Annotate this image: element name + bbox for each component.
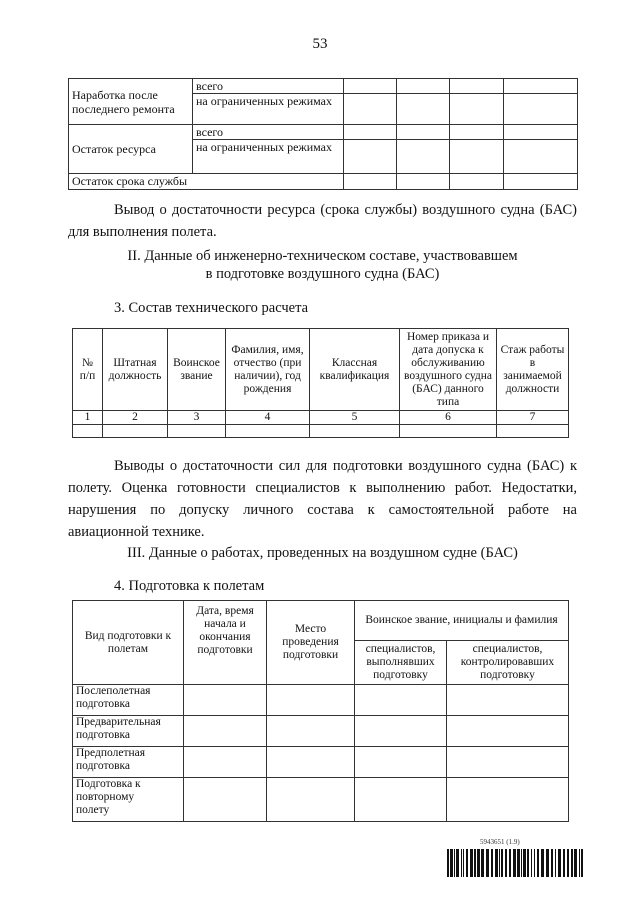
barcode-bar xyxy=(581,849,583,877)
barcode-bar xyxy=(546,849,549,877)
barcode xyxy=(447,849,583,877)
barcode-bar xyxy=(541,849,544,877)
page-number: 53 xyxy=(312,36,328,52)
barcode-bar xyxy=(454,849,455,877)
barcode-bar xyxy=(551,849,553,877)
resource-table xyxy=(68,78,578,190)
barcode-bar xyxy=(558,849,561,877)
header-cell: специалистов, контролировавших подготовку xyxy=(447,641,569,685)
barcode-bar xyxy=(447,849,449,877)
barcode-bar xyxy=(505,849,507,877)
row-label xyxy=(73,778,184,822)
header-cell: Штатная должность xyxy=(103,329,168,411)
header-cell: Номер приказа и дата допуска к обслуживанию воздушного судна (БАС) данного типа xyxy=(400,329,497,411)
column-number: 3 xyxy=(168,411,226,425)
barcode-bar xyxy=(521,849,522,877)
row-label: Предполетная подготовка xyxy=(73,747,184,778)
header-cell: Место проведения подготовки xyxy=(267,601,355,685)
barcode-bar xyxy=(495,849,498,877)
barcode-bar xyxy=(481,849,484,877)
header-cell: Стаж работы в занимаемой должности xyxy=(497,329,569,411)
barcode-bar xyxy=(450,849,453,877)
item3-title: 3. Состав технического расчета xyxy=(114,300,309,316)
section2-title-line: в подготовке воздушного судна (БАС) xyxy=(205,266,440,282)
header-cell: № п/п xyxy=(73,329,103,411)
barcode-bar xyxy=(463,849,464,877)
barcode-bar xyxy=(537,849,539,877)
barcode-bar xyxy=(491,849,493,877)
barcode-bar xyxy=(486,849,489,877)
row-label: Послеполетная подготовка xyxy=(73,685,184,716)
preparation-table xyxy=(72,600,569,822)
barcode-bar xyxy=(509,849,511,877)
resource-conclusion: Вывод о достаточности ресурса (срока службы) воздушного судна (БАС) для выполнения полета. xyxy=(68,202,577,240)
barcode-bar xyxy=(470,849,473,877)
section2-title-line: II. Данные об инженерно-техническом составе, участвовавшем xyxy=(127,248,518,264)
column-number: 7 xyxy=(497,411,569,425)
row-label: Наработка после последнего ремонта xyxy=(69,79,193,125)
barcode-bar xyxy=(466,849,468,877)
barcode-bar xyxy=(534,849,535,877)
column-number: 2 xyxy=(103,411,168,425)
barcode-bar xyxy=(579,849,580,877)
section3-title: III. Данные о работах, проведенных на воздушном судне (БАС) xyxy=(127,545,518,561)
header-cell: Фамилия, имя, отчество (при наличии), год рождения xyxy=(226,329,310,411)
barcode-bar xyxy=(531,849,532,877)
header-cell: Классная квалификация xyxy=(310,329,400,411)
barcode-bar xyxy=(571,849,573,877)
crew-conclusion: Выводы о достаточности сил для подготовки воздушного судна (БАС) к полету. Оценка готовности специалистов к выполнению работ. Недостатки, нарушения по допуску личного состава к самостоятельной работе на авиационной технике. xyxy=(68,458,577,540)
column-number: 5 xyxy=(310,411,400,425)
column-number: 1 xyxy=(73,411,103,425)
header-cell: Воинское звание xyxy=(168,329,226,411)
barcode-bar xyxy=(461,849,462,877)
header-cell: Воинское звание, инициалы и фамилия xyxy=(355,601,569,641)
barcode-bar xyxy=(517,849,520,877)
barcode-bar xyxy=(501,849,503,877)
barcode-bar xyxy=(567,849,569,877)
column-number: 4 xyxy=(226,411,310,425)
barcode-bar xyxy=(523,849,526,877)
column-number: 6 xyxy=(400,411,497,425)
row-label-text: Подготовка к повторному полету xyxy=(76,778,141,816)
section2-title xyxy=(68,247,577,283)
sub-label: всего xyxy=(193,125,344,140)
barcode-bar xyxy=(499,849,500,877)
barcode-bar xyxy=(456,849,459,877)
header-cell: Дата, время начала и окончания подготовки xyxy=(184,601,267,685)
sub-label: на ограниченных режимах xyxy=(193,94,344,125)
row-label: Остаток срока службы xyxy=(69,174,344,190)
barcode-bar xyxy=(513,849,516,877)
row-label: Остаток ресурса xyxy=(69,125,193,174)
barcode-bar xyxy=(477,849,480,877)
row-label: Предварительная подготовка xyxy=(73,716,184,747)
barcode-bar xyxy=(527,849,529,877)
item4-title: 4. Подготовка к полетам xyxy=(114,578,265,594)
barcode-bar xyxy=(555,849,556,877)
barcode-bar xyxy=(474,849,476,877)
crew-table xyxy=(72,328,569,438)
barcode-text: 5943651 (1.9) xyxy=(480,838,520,846)
sub-label: на ограниченных режимах xyxy=(193,140,344,174)
sub-label: всего xyxy=(193,79,344,94)
barcode-bar xyxy=(574,849,577,877)
header-cell: специалистов, выполнявших подготовку xyxy=(355,641,447,685)
barcode-bar xyxy=(563,849,565,877)
header-cell: Вид подготовки к полетам xyxy=(73,601,184,685)
